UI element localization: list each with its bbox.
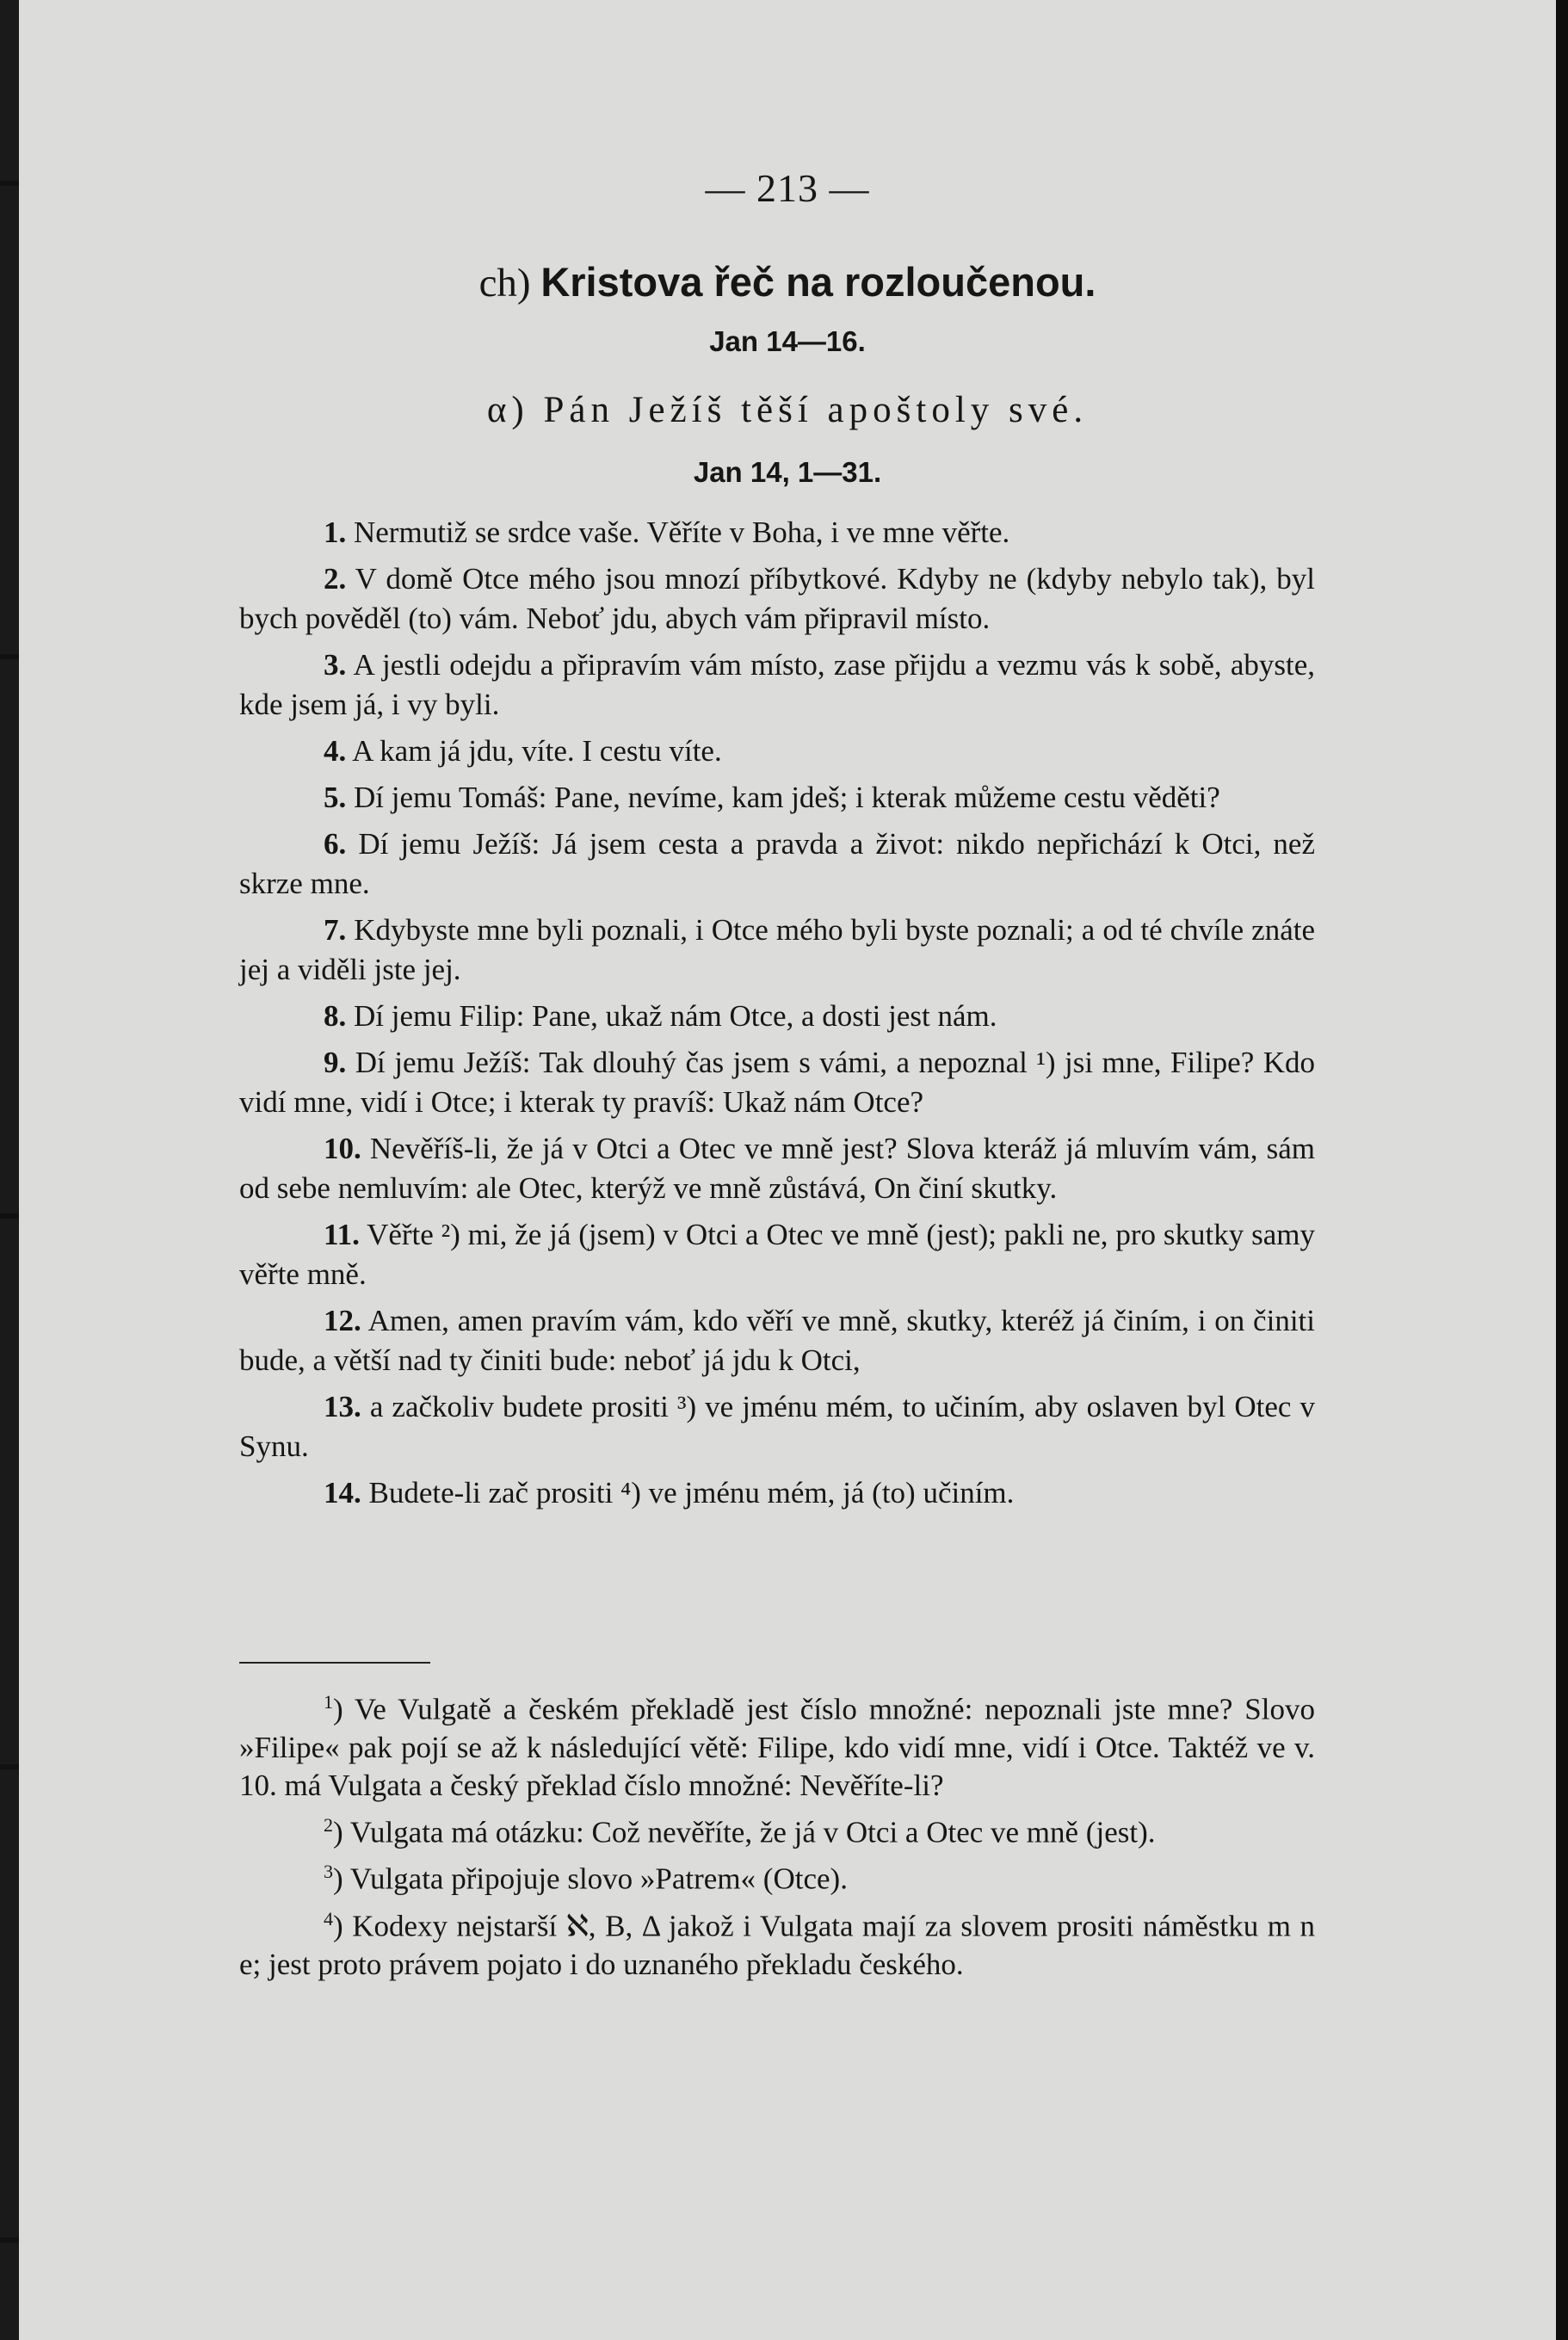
section-reference: Jan 14—16. [709, 325, 866, 357]
book-page [19, 0, 1556, 2340]
footnote: $^4$) Kodexy nejstarší ℵ, B, Δ jakož i Vulgata mají za slovem prositi náměstku m n e; jest proto právem pojato i do uznaného překladu českého. [239, 1907, 1315, 1981]
verse: 14. Budete-li zač prositi ⁴) ve jménu mém, já (to) učiním. [324, 1476, 1015, 1510]
section-title-text: Kristova řeč na rozloučenou. [540, 259, 1096, 305]
page-number: — 213 — [705, 166, 870, 210]
verse: 1. Nermutiž se srdce vaše. Věříte v Boha, i ve mne věřte. [324, 516, 1010, 549]
footnote: $^3$) Vulgata připojuje slovo »Patrem« (Otce). [324, 1861, 848, 1896]
verse-list [239, 513, 1315, 1520]
footnote-list [239, 1683, 1315, 1985]
verse: 9. Dí jemu Ježíš: Tak dlouhý čas jsem s vámi, a nepoznal ¹) jsi mne, Filipe? Kdo vidí mne, vidí i Otce; i kterak ty pravíš: Ukaž nám Otce? [239, 1046, 1315, 1119]
verse: 6. Dí jemu Ježíš: Já jsem cesta a pravda a život: nikdo nepřichází k Otci, než skrze mne. [239, 827, 1316, 900]
page-edge-right [1556, 0, 1568, 2340]
footnote-divider [239, 1662, 430, 1664]
page-edge-left [0, 0, 19, 2340]
verse: 7. Kdybyste mne byli poznali, i Otce mého byli byste poznali; a od té chvíle znáte jej a viděli jste jej. [239, 913, 1316, 986]
footnote: $^2$) Vulgata má otázku: Což nevěříte, že já v Otci a Otec ve mně (jest). [324, 1813, 1156, 1849]
verse: 12. Amen, amen pravím vám, kdo věří ve mně, skutky, kteréž já činím, i on činiti bude, a větší nad ty činiti bude: neboť já jdu k Otci, [239, 1304, 1315, 1377]
subsection-reference: Jan 14, 1—31. [693, 456, 882, 488]
verse: 8. Dí jemu Filip: Pane, ukaž nám Otce, a dosti jest nám. [324, 999, 997, 1033]
subsection-title: α) Pán Ježíš těší apoštoly své. [486, 390, 1089, 430]
section-prefix: ch) [478, 261, 531, 306]
verse: 2. V domě Otce mého jsou mnozí příbytkové. Kdyby ne (kdyby nebylo tak), byl bych pověděl (to) vám. Neboť jdu, abych vám připravil místo. [239, 562, 1316, 635]
verse: 5. Dí jemu Tomáš: Pane, nevíme, kam jdeš; i kterak můžeme cestu věděti? [324, 781, 1220, 814]
verse: 4. A kam já jdu, víte. I cestu víte. [324, 734, 722, 768]
verse: 13. a začkoliv budete prositi ³) ve jménu mém, to učiním, aby oslaven byl Otec v Synu. [239, 1390, 1315, 1463]
verse: 11. Věřte ²) mi, že já (jsem) v Otci a Otec ve mně (jest); pakli ne, pro skutky samy věřte mně. [239, 1218, 1315, 1291]
verse: 3. A jestli odejdu a připravím vám místo, zase přijdu a vezmu vás k sobě, abyste, kde jsem já, i vy byli. [239, 648, 1316, 721]
section-title [19, 258, 1556, 306]
verse: 10. Nevěříš-li, že já v Otci a Otec ve mně jest? Slova kteráž já mluvím vám, sám od sebe nemluvím: ale Otec, kterýž ve mně zůstává, On činí skutky. [239, 1132, 1315, 1205]
footnote: $^1$) Ve Vulgatě a českém překladě jest číslo množné: nepoznali jste mne? Slovo »Filipe« pak pojí se až k následující větě: Filipe, kdo vidí mne, vidí i Otce. Taktéž ve v. 10. má Vulgata a český překlad číslo množné: Nevěříte-li? [239, 1691, 1315, 1802]
